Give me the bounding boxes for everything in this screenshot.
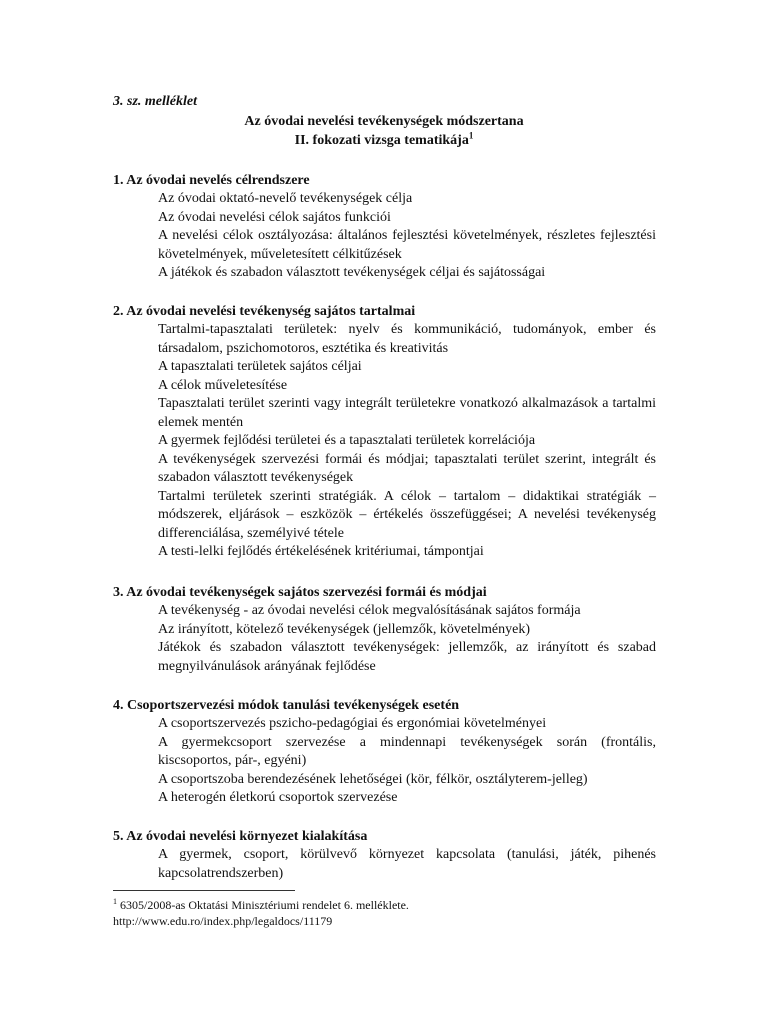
- list-item: Tartalmi-tapasztalati területek: nyelv és kommunikáció, tudományok, ember és társadalom, pszichomotoros, esztétika és kreativitás: [158, 322, 656, 356]
- list-item: A célok műveletesítése: [158, 377, 288, 393]
- list-item: A csoportszervezés pszicho-pedagógiai és ergonómiai követelményei: [158, 716, 547, 731]
- section-heading: 5. Az óvodai nevelési környezet kialakítása: [113, 829, 368, 844]
- annex-label: 3. sz. melléklet: [113, 94, 197, 109]
- list-item: A gyermek, csoport, körülvevő környezet kapcsolata (tanulási, játék, pihenés kapcsolatrendszerben): [158, 847, 656, 881]
- section-1: [113, 172, 656, 283]
- footnote-marker: 1: [113, 897, 117, 906]
- title-line-2: [113, 131, 655, 150]
- list-item: A tapasztalati területek sajátos céljai: [158, 359, 362, 374]
- document-title: [113, 112, 655, 150]
- section-heading: 2. Az óvodai nevelési tevékenység sajátos tartalmai: [113, 304, 416, 319]
- section-4: [113, 697, 656, 808]
- list-item: Az óvodai nevelési célok sajátos funkciói: [158, 209, 391, 225]
- footnote-text: 6305/2008-as Oktatási Minisztériumi rendelet 6. melléklete.: [117, 898, 409, 912]
- list-item: A csoportszoba berendezésének lehetőségei (kör, félkör, osztályterem-jelleg): [158, 771, 588, 787]
- footnote-link[interactable]: http://www.edu.ro/index.php/legaldocs/11179: [113, 914, 333, 928]
- list-item: Az óvodai oktató-nevelő tevékenységek célja: [158, 191, 413, 206]
- list-item: A tevékenység - az óvodai nevelési célok megvalósításának sajátos formája: [158, 603, 581, 618]
- list-item: Tapasztalati terület szerinti vagy integrált területekre vonatkozó alkalmazások a tartalmi elemek mentén: [158, 396, 656, 430]
- footnote: [113, 897, 656, 929]
- list-item: A testi-lelki fejlődés értékelésének kritériumai, támpontjai: [158, 544, 484, 559]
- title-line-1: Az óvodai nevelési tevékenységek módszertana: [244, 114, 524, 129]
- footnote-divider: [113, 890, 295, 891]
- list-item: A heterogén életkorú csoportok szervezése: [158, 790, 398, 805]
- list-item: A gyermekcsoport szervezése a mindennapi tevékenységek során (frontális, kiscsoportos, pár-, egyéni): [158, 734, 656, 768]
- list-item: Az irányított, kötelező tevékenységek (jellemzők, követelmények): [158, 621, 531, 637]
- list-item: A gyermek fejlődési területei és a tapasztalati területek korrelációja: [158, 433, 536, 448]
- footnote-line: [113, 897, 656, 913]
- title-footnote-marker[interactable]: 1: [468, 130, 474, 141]
- list-item: A játékok és szabadon választott tevékenységek céljai és sajátosságai: [158, 265, 546, 280]
- list-item: Játékok és szabadon választott tevékenységek: jellemzők, az irányított és szabad megnyilvánulások arányának fejlődése: [158, 640, 656, 674]
- list-item: Tartalmi területek szerinti stratégiák. A célok – tartalom – didaktikai stratégiák – módszerek, eljárások – eszközök – értékelés összefüggései; A nevelési tevékenység differenciálása, személyivé tétele: [158, 488, 656, 541]
- section-heading: 4. Csoportszervezési módok tanulási tevékenységek esetén: [113, 698, 460, 713]
- section-heading: 1. Az óvodai nevelés célrendszere: [113, 173, 310, 188]
- list-item: A tevékenységek szervezési formái és módjai; tapasztalati terület szerint, integrált és szabadon választott tevékenységek: [158, 451, 656, 485]
- section-5: [113, 828, 656, 883]
- section-heading: 3. Az óvodai tevékenységek sajátos szervezési formái és módjai: [113, 585, 487, 600]
- title-line-2-text: II. fokozati vizsga tematikája: [294, 133, 469, 148]
- section-2: [113, 303, 656, 562]
- section-3: [113, 584, 656, 676]
- list-item: A nevelési célok osztályozása: általános fejlesztési követelmények, részletes fejlesztési követelmények, műveletesített célkitűzések: [158, 228, 656, 262]
